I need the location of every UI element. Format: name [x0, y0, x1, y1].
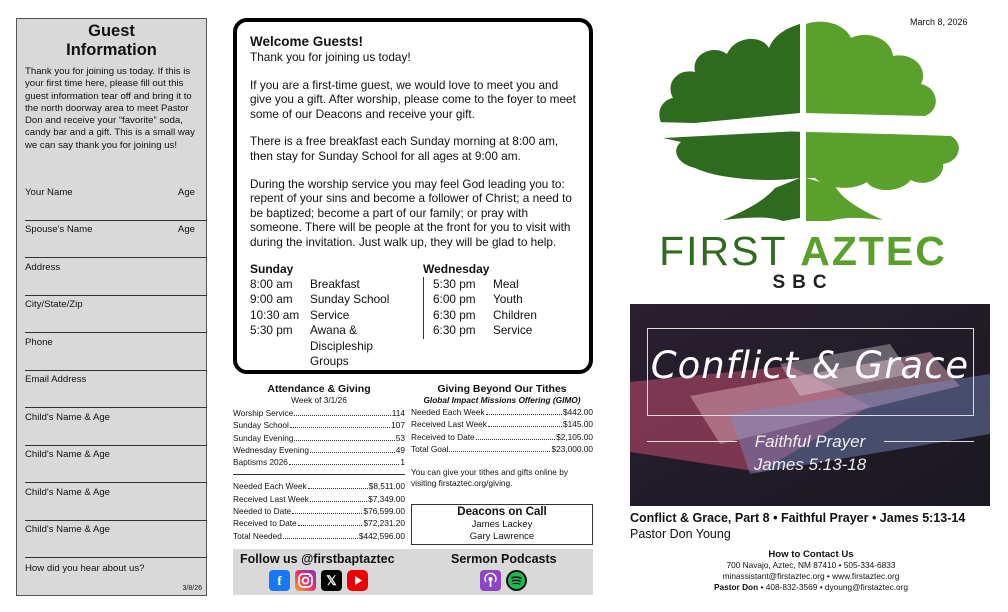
- age-label: Age: [177, 187, 195, 198]
- guest-intro: Thank you for joining us today. If this is your first time here, please fill out this guest information tear off and bring it to the north doorway area to meet Pastor Don and receive your “favorite” soda, candy bar and a gift. This is a small way we can say thank you for joining us!: [25, 66, 195, 151]
- church-name-second: AZTEC: [800, 228, 947, 274]
- email-field[interactable]: [25, 371, 207, 408]
- gimo-row: [411, 418, 593, 430]
- welcome-p3: There is a free breakfast each Sunday morning at 8:00 am, then stay for Sunday School for all ages at 9:00 am.: [250, 134, 559, 163]
- row-label: Needed to Date: [233, 506, 292, 517]
- guest-date: 3/8/26: [182, 585, 202, 592]
- giving-row: [233, 493, 405, 505]
- row-label: Total Goal: [411, 443, 449, 454]
- schedule-time: 8:00 am: [250, 276, 293, 291]
- row-value: $145.00: [563, 419, 593, 430]
- row-value: 107: [391, 420, 405, 431]
- wednesday-schedule: [403, 262, 576, 370]
- giving-row: [233, 480, 405, 492]
- field-label: Child's Name & Age: [25, 487, 111, 498]
- pastor-line: Pastor Don Young: [630, 527, 731, 541]
- row-label: Needed Each Week: [233, 481, 307, 492]
- schedule-row: [250, 292, 403, 308]
- pastor-label: Pastor Don: [713, 582, 759, 592]
- giving-row: [233, 517, 405, 529]
- sermon-line: Conflict & Grace, Part 8 • Faithful Prayer • James 5:13-14: [630, 511, 966, 525]
- gimo-row: [411, 406, 593, 418]
- schedule-row: [250, 277, 403, 293]
- schedule-event: Meal: [493, 276, 519, 291]
- row-value: $23,000.00: [551, 443, 593, 454]
- row-value: 53: [395, 432, 405, 443]
- schedule-row: [433, 277, 576, 293]
- attendance-week: Week of 3/1/26: [291, 395, 347, 405]
- welcome-p1: Thank you for joining us today!: [250, 50, 411, 64]
- schedule-time: 6:00 pm: [433, 292, 476, 307]
- welcome-p2: If you are a first-time guest, we would love to meet you and give you a gift. After worship, please come to the foyer to meet some of our Deacons and receive your gift.: [250, 77, 576, 121]
- contact-pastor: [630, 582, 992, 593]
- online-giving-note: You can give your tithes and gifts online by visiting firstaztec.org/giving.: [411, 467, 568, 489]
- schedule-event: Breakfast: [310, 276, 360, 291]
- row-label: Received Last Week: [411, 419, 487, 430]
- row-value: $8,511.00: [368, 481, 405, 492]
- child-field-4[interactable]: [25, 521, 207, 558]
- deacon-name: James Lackey: [471, 519, 533, 530]
- row-label: Needed Each Week: [411, 407, 485, 417]
- attendance-row: [233, 407, 405, 419]
- contact-info: [630, 549, 992, 593]
- attendance-row: [233, 456, 405, 468]
- gimo-row: [411, 431, 593, 443]
- field-label: City/State/Zip: [25, 299, 83, 310]
- schedule-time: 9:00 am: [250, 292, 293, 307]
- attendance-row: [233, 419, 405, 431]
- row-value: 114: [391, 408, 405, 418]
- schedule-row: [433, 323, 576, 339]
- apple-podcasts-icon[interactable]: [480, 570, 501, 591]
- contact-title: How to Contact Us: [768, 549, 854, 560]
- city-state-zip-field[interactable]: [25, 296, 207, 333]
- schedule-row: [250, 308, 403, 324]
- church-sbc: SBC: [772, 272, 834, 293]
- follow-label: Follow us @firstbaptaztec: [240, 552, 395, 566]
- row-label: Wednesday Evening: [233, 444, 309, 455]
- contact-web: minassistant@firstaztec.org • www.firstaztec.org: [722, 571, 900, 581]
- schedule-row: [250, 323, 403, 370]
- guest-title-line2: Information: [66, 41, 157, 59]
- row-label: Received to Date: [233, 518, 297, 529]
- row-value: 49: [395, 444, 405, 455]
- field-label: Spouse's Name: [25, 224, 93, 235]
- field-label: Child's Name & Age: [25, 524, 111, 535]
- schedule-event: Service: [493, 323, 533, 338]
- row-label: Received to Date: [411, 431, 475, 442]
- divider: [233, 474, 405, 475]
- schedule-event: Service: [310, 307, 350, 322]
- child-field-1[interactable]: [25, 409, 207, 446]
- row-value: $2,105.00: [556, 431, 593, 442]
- bulletin-date: March 8, 2026: [910, 17, 968, 27]
- row-label: Total Needed: [233, 530, 282, 541]
- schedule-row: [433, 308, 576, 324]
- gimo-row: [411, 443, 593, 455]
- phone-field[interactable]: [25, 334, 207, 371]
- field-label: Child's Name & Age: [25, 412, 111, 423]
- giving-beyond: [411, 383, 593, 489]
- giving-row: [233, 505, 405, 517]
- how-heard-field[interactable]: [25, 559, 207, 596]
- deacons-title: Deacons on Call: [457, 506, 547, 518]
- row-value: $72,231.20: [363, 518, 405, 529]
- schedule: [250, 262, 576, 370]
- facebook-icon[interactable]: f: [269, 570, 290, 591]
- guest-title-line1: Guest: [88, 22, 135, 40]
- church-brand: [628, 229, 978, 293]
- field-label: Your Name: [25, 187, 73, 198]
- sermon-series-graphic: [630, 304, 990, 506]
- giving-beyond-subtitle: Global Impact Missions Offering (GIMO): [423, 395, 581, 405]
- row-label: Sunday School: [233, 420, 289, 431]
- deacon-name: Gary Lawrence: [469, 530, 535, 542]
- series-title: Conflict & Grace: [650, 344, 970, 387]
- schedule-event: Awana & Discipleship Groups: [310, 323, 373, 369]
- field-label: How did you hear about us?: [25, 563, 145, 574]
- row-label: Worship Service: [233, 408, 294, 418]
- hero-scripture: James 5:13-18: [753, 455, 867, 474]
- welcome-heading: Welcome Guests!: [250, 34, 364, 49]
- hero-sermon-title: Faithful Prayer: [754, 432, 866, 451]
- child-field-3[interactable]: [25, 484, 207, 521]
- guest-information-card: [16, 18, 207, 596]
- spouse-name-field[interactable]: [25, 221, 207, 258]
- attendance-row: [233, 444, 405, 456]
- schedule-row: [433, 292, 576, 308]
- field-label: Child's Name & Age: [25, 449, 111, 460]
- schedule-time: 5:30 pm: [250, 323, 293, 338]
- row-value: $7,349.00: [368, 493, 405, 504]
- row-label: Sunday Evening: [233, 432, 294, 443]
- field-label: Email Address: [25, 374, 87, 385]
- deacons-on-call: [411, 504, 593, 545]
- attendance-row: [233, 432, 405, 444]
- row-value: $76,599.00: [363, 506, 405, 517]
- address-field[interactable]: [25, 259, 207, 296]
- pastor-contact: • 408-832-3569 • dyoung@firstaztec.org: [758, 582, 909, 592]
- contact-address: 700 Navajo, Aztec, NM 87410 • 505-334-6833: [726, 560, 896, 570]
- wednesday-title: Wednesday: [423, 261, 490, 276]
- row-value: $442.00: [563, 407, 593, 417]
- church-name-first: FIRST: [659, 228, 787, 274]
- row-value: $442,596.00: [358, 530, 405, 541]
- cross-tree-logo: [655, 18, 965, 223]
- sunday-title: Sunday: [250, 261, 294, 276]
- church-name: [628, 229, 978, 273]
- follow-bar: [233, 549, 593, 595]
- spotify-icon[interactable]: [506, 570, 527, 591]
- wednesday-rows: [423, 277, 576, 339]
- giving-row: [233, 530, 405, 542]
- x-icon[interactable]: 𝕏: [321, 570, 342, 591]
- welcome-box: [233, 18, 593, 374]
- schedule-event: Youth: [493, 292, 523, 307]
- youtube-icon[interactable]: [347, 570, 368, 591]
- field-label: Address: [25, 262, 61, 273]
- welcome-p4: During the worship service you may feel God leading you to: repent of your sins and become a follower of Christ; a need to be baptized; become a part of our family; or pray with someone. There will be people at the front for you to visit with during the invitation. Just walk up, they will be glad to help.: [250, 176, 572, 249]
- guest-title: [17, 22, 206, 60]
- schedule-time: 6:30 pm: [433, 307, 476, 322]
- schedule-time: 6:30 pm: [433, 323, 476, 338]
- attendance-title: Attendance & Giving: [267, 383, 371, 395]
- sunday-schedule: [250, 262, 403, 370]
- schedule-event: Sunday School: [310, 292, 390, 307]
- your-name-field[interactable]: [25, 184, 207, 221]
- attendance-giving: [233, 383, 405, 542]
- instagram-icon[interactable]: [295, 570, 316, 591]
- schedule-time: 5:30 pm: [433, 276, 476, 291]
- row-label: Baptisms 2026: [233, 457, 288, 468]
- row-label: Received Last Week: [233, 493, 309, 504]
- age-label: Age: [177, 224, 195, 235]
- podcasts-label: Sermon Podcasts: [451, 552, 557, 566]
- child-field-2[interactable]: [25, 446, 207, 483]
- schedule-time: 10:30 am: [250, 307, 300, 322]
- schedule-event: Children: [493, 307, 537, 322]
- row-value: 1: [400, 457, 405, 468]
- giving-beyond-title: Giving Beyond Our Tithes: [437, 383, 567, 395]
- field-label: Phone: [25, 337, 53, 348]
